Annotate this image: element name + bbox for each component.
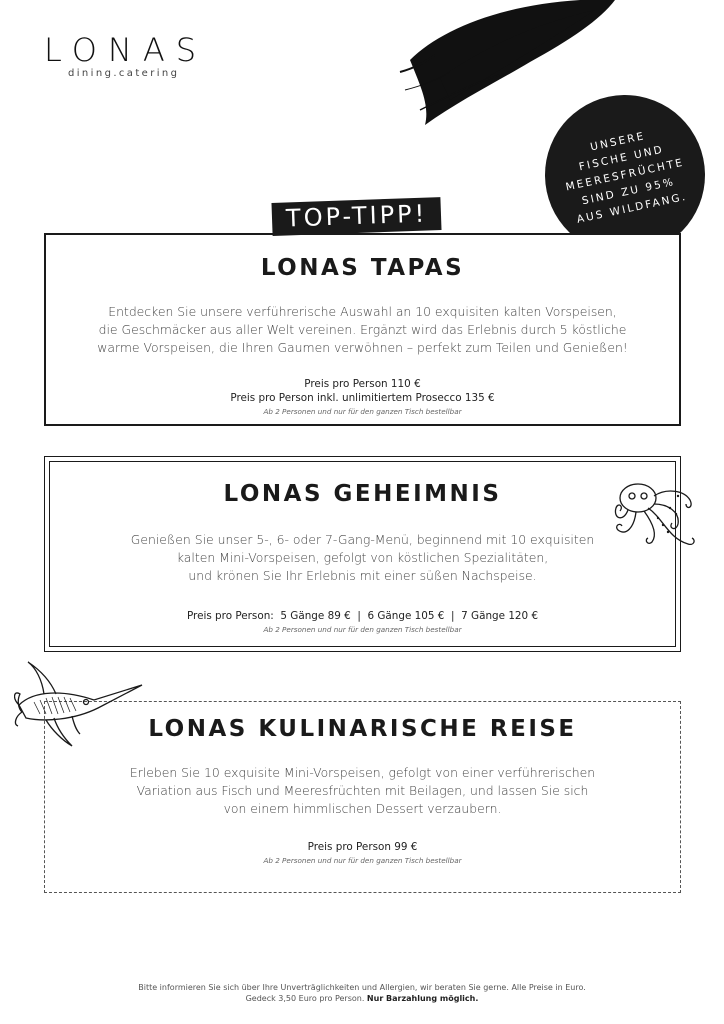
card-title: LONAS GEHEIMNIS (223, 481, 502, 507)
card-description (46, 303, 679, 357)
card-description (45, 764, 680, 818)
menu-card-tapas (44, 233, 681, 426)
logo (44, 31, 208, 79)
swordfish-illustration-icon (14, 660, 146, 760)
logo-wordmark: LONAS (44, 31, 208, 69)
footer-cover-charge: Gedeck 3,50 Euro pro Person. (245, 994, 365, 1003)
price-line: Preis pro Person inkl. unlimitiertem Prosecco 135 € (230, 392, 495, 404)
price-block (46, 377, 679, 416)
description-line: warme Vorspeisen, die Ihren Gaumen verwöhnen – perfekt zum Teilen und Genießen! (97, 340, 628, 355)
price-line: Preis pro Person: 5 Gänge 89 € | 6 Gänge 105 € | 7 Gänge 120 € (186, 610, 539, 622)
description-line: Genießen Sie unser 5-, 6- oder 7-Gang-Menü, beginnend mit 10 exquisiten (130, 532, 595, 547)
footer-note (0, 982, 724, 1004)
footer-line-allergies: Bitte informieren Sie sich über Ihre Unverträglichkeiten und Allergien, wir beraten Sie gerne. Alle Preise in Euro. (138, 983, 586, 992)
card-title: LONAS TAPAS (260, 255, 465, 281)
description-line: Variation aus Fisch und Meeresfrüchten mit Beilagen, und lassen Sie sich (136, 783, 589, 798)
octopus-illustration-icon (608, 478, 698, 550)
description-line: kalten Mini-Vorspeisen, gefolgt von köstlichen Spezialitäten, (176, 550, 549, 565)
description-line: von einem himmlischen Dessert verzaubern. (223, 801, 502, 816)
description-line: und krönen Sie Ihr Erlebnis mit einer süßen Nachspeise. (188, 568, 537, 583)
description-line: die Geschmäcker aus aller Welt vereinen. Ergänzt wird das Erlebnis durch 5 köstliche (98, 322, 627, 337)
card-description (45, 531, 680, 585)
price-line: Preis pro Person 110 € (304, 378, 421, 390)
price-block (45, 840, 680, 865)
price-block (45, 609, 680, 634)
logo-subtitle: dining.catering (68, 68, 180, 79)
card-title: LONAS KULINARISCHE REISE (148, 716, 577, 742)
order-note: Ab 2 Personen und nur für den ganzen Tisch bestellbar (263, 407, 462, 416)
order-note: Ab 2 Personen und nur für den ganzen Tisch bestellbar (263, 856, 462, 865)
top-tipp-label: TOP-TIPP! (271, 197, 441, 236)
badge-text: UNSERE FISCHE UND MEERESFRÜCHTE SIND ZU 95% AUS WILDFANG. (564, 129, 689, 226)
price-line: Preis pro Person 99 € (307, 841, 418, 853)
footer-cash-only: Nur Barzahlung möglich. (366, 994, 479, 1003)
footer-line-payment (0, 993, 724, 1004)
description-line: Erleben Sie 10 exquisite Mini-Vorspeisen, gefolgt von einer verführerischen (129, 765, 596, 780)
description-line: Entdecken Sie unsere verführerische Auswahl an 10 exquisiten kalten Vorspeisen, (108, 304, 617, 319)
menu-card-geheimnis (44, 456, 681, 652)
order-note: Ab 2 Personen und nur für den ganzen Tisch bestellbar (263, 625, 462, 634)
